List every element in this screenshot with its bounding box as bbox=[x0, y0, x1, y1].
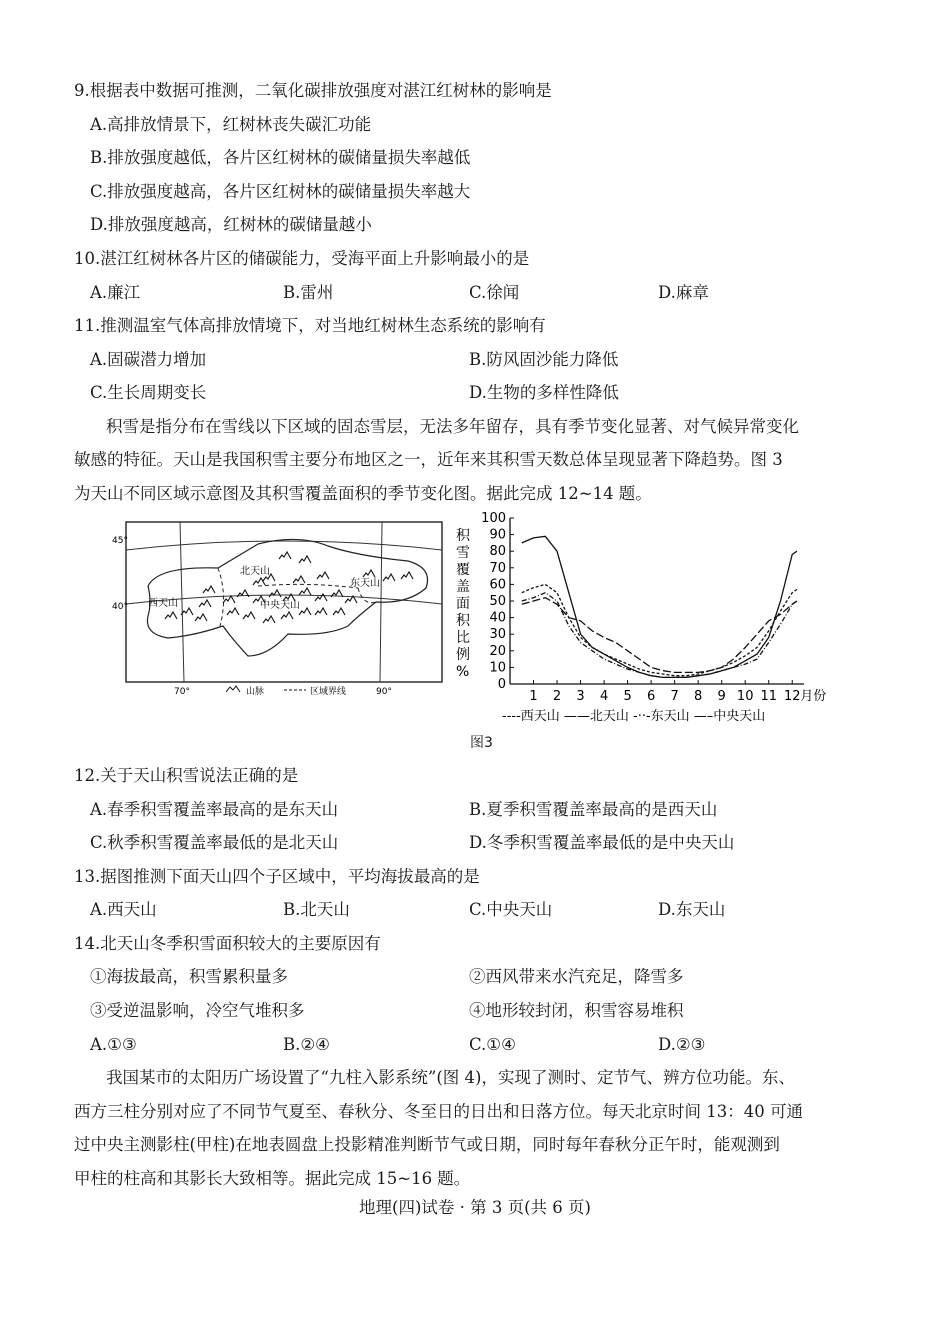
legend-mountain-icon bbox=[226, 686, 240, 692]
q14-statement-3: ③受逆温影响，冷空气堆积多 bbox=[90, 1001, 305, 1020]
passage2-line1: 我国某市的太阳历广场设置了“九柱入影系统”(图 4)，实现了测时、定节气、辨方位功能。东、 bbox=[106, 1068, 795, 1087]
lon-90-label: 90° bbox=[376, 687, 392, 697]
series-line-4 bbox=[522, 598, 797, 673]
q13-option-d: D.东天山 bbox=[658, 900, 726, 919]
y-axis-label-char: 面 bbox=[456, 596, 470, 612]
q11-stem: 11.推测温室气体高排放情境下，对当地红树林生态系统的影响有 bbox=[74, 316, 546, 335]
x-tick-label: 12 bbox=[783, 689, 801, 704]
map-label-west: 西天山 bbox=[148, 598, 178, 609]
q9-option-b: B.排放强度越低，各片区红树林的碳储量损失率越低 bbox=[90, 148, 471, 167]
q12-option-d: D.冬季积雪覆盖率最低的是中央天山 bbox=[469, 833, 735, 852]
y-tick-label: 50 bbox=[489, 594, 506, 609]
series-line-2 bbox=[522, 536, 797, 677]
lat-40-label: 40° bbox=[112, 602, 128, 612]
q14-option-c: C.①④ bbox=[469, 1035, 516, 1054]
x-tick-label: 4 bbox=[599, 689, 609, 704]
map-label-central: 中央天山 bbox=[260, 600, 300, 611]
y-tick-label: 0 bbox=[497, 677, 506, 692]
lat-45-label: 45° bbox=[112, 536, 128, 546]
x-tick-label: 2 bbox=[552, 689, 562, 704]
q10-option-c: C.徐闻 bbox=[469, 283, 520, 302]
q14-stem: 14.北天山冬季积雪面积较大的主要原因有 bbox=[74, 934, 381, 953]
q9-option-c: C.排放强度越高，各片区红树林的碳储量损失率越大 bbox=[90, 182, 471, 201]
lon-70-label: 70° bbox=[174, 687, 190, 697]
x-tick-label: 5 bbox=[623, 689, 632, 704]
tianshan-map bbox=[108, 516, 448, 704]
y-ticks bbox=[481, 511, 514, 692]
series-group bbox=[522, 536, 797, 677]
y-axis-label-char: 雪 bbox=[456, 545, 470, 561]
y-axis-label-char: % bbox=[456, 664, 470, 680]
y-axis-label-char: 积 bbox=[456, 528, 470, 544]
map-label-north: 北天山 bbox=[240, 566, 270, 577]
legend-mountain-label: 山脉 bbox=[246, 687, 265, 697]
y-tick-label: 90 bbox=[489, 527, 506, 543]
q11-option-d: D.生物的多样性降低 bbox=[469, 383, 619, 402]
snow-cover-chart bbox=[452, 508, 842, 728]
y-tick-label: 30 bbox=[489, 627, 506, 643]
passage1-line3: 为天山不同区域示意图及其积雪覆盖面积的季节变化图。据此完成 12~14 题。 bbox=[74, 484, 652, 503]
q10-option-b: B.雷州 bbox=[283, 283, 334, 302]
passage1-line1: 积雪是指分布在雪线以下区域的固态雪层，无法多年留存，具有季节变化显著、对气候异常变化 bbox=[106, 417, 799, 436]
chart-legend bbox=[502, 708, 765, 724]
passage2-line3: 过中央主测影柱(甲柱)在地表圆盘上投影精准判断节气或日期，同时每年春秋分正午时，能观测到 bbox=[74, 1135, 780, 1154]
q13-option-c: C.中央天山 bbox=[469, 900, 553, 919]
y-tick-label: 40 bbox=[489, 610, 506, 626]
q14-option-b: B.②④ bbox=[283, 1035, 330, 1054]
q11-option-b: B.防风固沙能力降低 bbox=[469, 350, 619, 369]
q12-option-a: A.春季积雪覆盖率最高的是东天山 bbox=[90, 800, 339, 819]
x-tick-label: 3 bbox=[576, 689, 585, 704]
map-label-east: 东天山 bbox=[350, 578, 380, 589]
x-tick-label: 6 bbox=[646, 689, 656, 704]
q10-option-a: A.廉江 bbox=[90, 283, 141, 302]
q13-option-b: B.北天山 bbox=[283, 900, 350, 919]
q11-option-a: A.固碳潜力增加 bbox=[90, 350, 207, 369]
y-tick-label: 10 bbox=[489, 660, 506, 676]
q14-statement-2: ②西风带来水汽充足，降雪多 bbox=[469, 967, 684, 986]
y-axis-label-char: 比 bbox=[456, 630, 470, 646]
y-tick-label: 80 bbox=[489, 544, 506, 560]
q12-option-b: B.夏季积雪覆盖率最高的是西天山 bbox=[469, 800, 718, 819]
x-tick-label: 11 bbox=[760, 689, 777, 704]
y-tick-label: 20 bbox=[489, 643, 506, 659]
passage2-line4: 甲柱的柱高和其影长大致相等。据此完成 15~16 题。 bbox=[74, 1169, 471, 1188]
q12-option-c: C.秋季积雪覆盖率最低的是北天山 bbox=[90, 833, 339, 852]
passage2-line2: 西方三柱分别对应了不同节气夏至、春秋分、冬至日的日出和日落方位。每天北京时间 13：40 可通 bbox=[74, 1102, 803, 1121]
q13-stem: 13.据图推测下面天山四个子区域中，平均海拔最高的是 bbox=[74, 867, 480, 886]
q9-option-d: D.排放强度越高，红树林的碳储量越小 bbox=[90, 215, 372, 234]
figure-label: 图3 bbox=[470, 735, 493, 751]
y-axis-label-char: 例 bbox=[456, 647, 470, 663]
q9-option-a: A.高排放情景下，红树林丧失碳汇功能 bbox=[90, 115, 372, 134]
x-tick-label: 7 bbox=[670, 689, 679, 704]
x-tick-label: 9 bbox=[717, 689, 726, 704]
q14-statement-4: ④地形较封闭，积雪容易堆积 bbox=[469, 1001, 684, 1020]
legend-boundary-label: 区域界线 bbox=[310, 687, 347, 697]
legend-text: ----西天山 ——北天山 -··-东天山 —–中央天山 bbox=[502, 709, 766, 724]
series-line-1 bbox=[522, 584, 797, 675]
y-tick-label: 60 bbox=[489, 577, 506, 593]
q13-option-a: A.西天山 bbox=[90, 900, 157, 919]
x-tick-label: 8 bbox=[694, 689, 703, 704]
page-footer: 地理(四)试卷 · 第 3 页(共 6 页) bbox=[359, 1198, 591, 1217]
y-axis-label bbox=[456, 528, 471, 680]
q10-stem: 10.湛江红树林各片区的储碳能力，受海平面上升影响最小的是 bbox=[74, 249, 530, 268]
x-tick-label: 1 bbox=[529, 689, 538, 704]
q9-stem: 9.根据表中数据可推测，二氧化碳排放强度对湛江红树林的影响是 bbox=[74, 81, 552, 100]
passage1-line2: 敏感的特征。天山是我国积雪主要分布地区之一，近年来其积雪天数总体呈现显著下降趋势。图 3 bbox=[74, 450, 783, 469]
x-tick-label: 10 bbox=[736, 689, 754, 704]
y-axis-label-char: 覆 bbox=[456, 562, 470, 578]
y-tick-label: 100 bbox=[481, 511, 506, 526]
y-axis-label-char: 盖 bbox=[456, 579, 470, 595]
q11-option-c: C.生长周期变长 bbox=[90, 383, 207, 402]
y-tick-label: 70 bbox=[489, 560, 506, 576]
q14-option-d: D.②③ bbox=[658, 1035, 706, 1054]
x-axis-label: 月份 bbox=[800, 689, 827, 704]
y-axis-label-char: 积 bbox=[456, 613, 470, 629]
q12-stem: 12.关于天山积雪说法正确的是 bbox=[74, 766, 299, 785]
q14-statement-1: ①海拔最高，积雪累积量多 bbox=[90, 967, 288, 986]
q10-option-d: D.麻章 bbox=[658, 283, 709, 302]
q14-option-a: A.①③ bbox=[90, 1035, 137, 1054]
